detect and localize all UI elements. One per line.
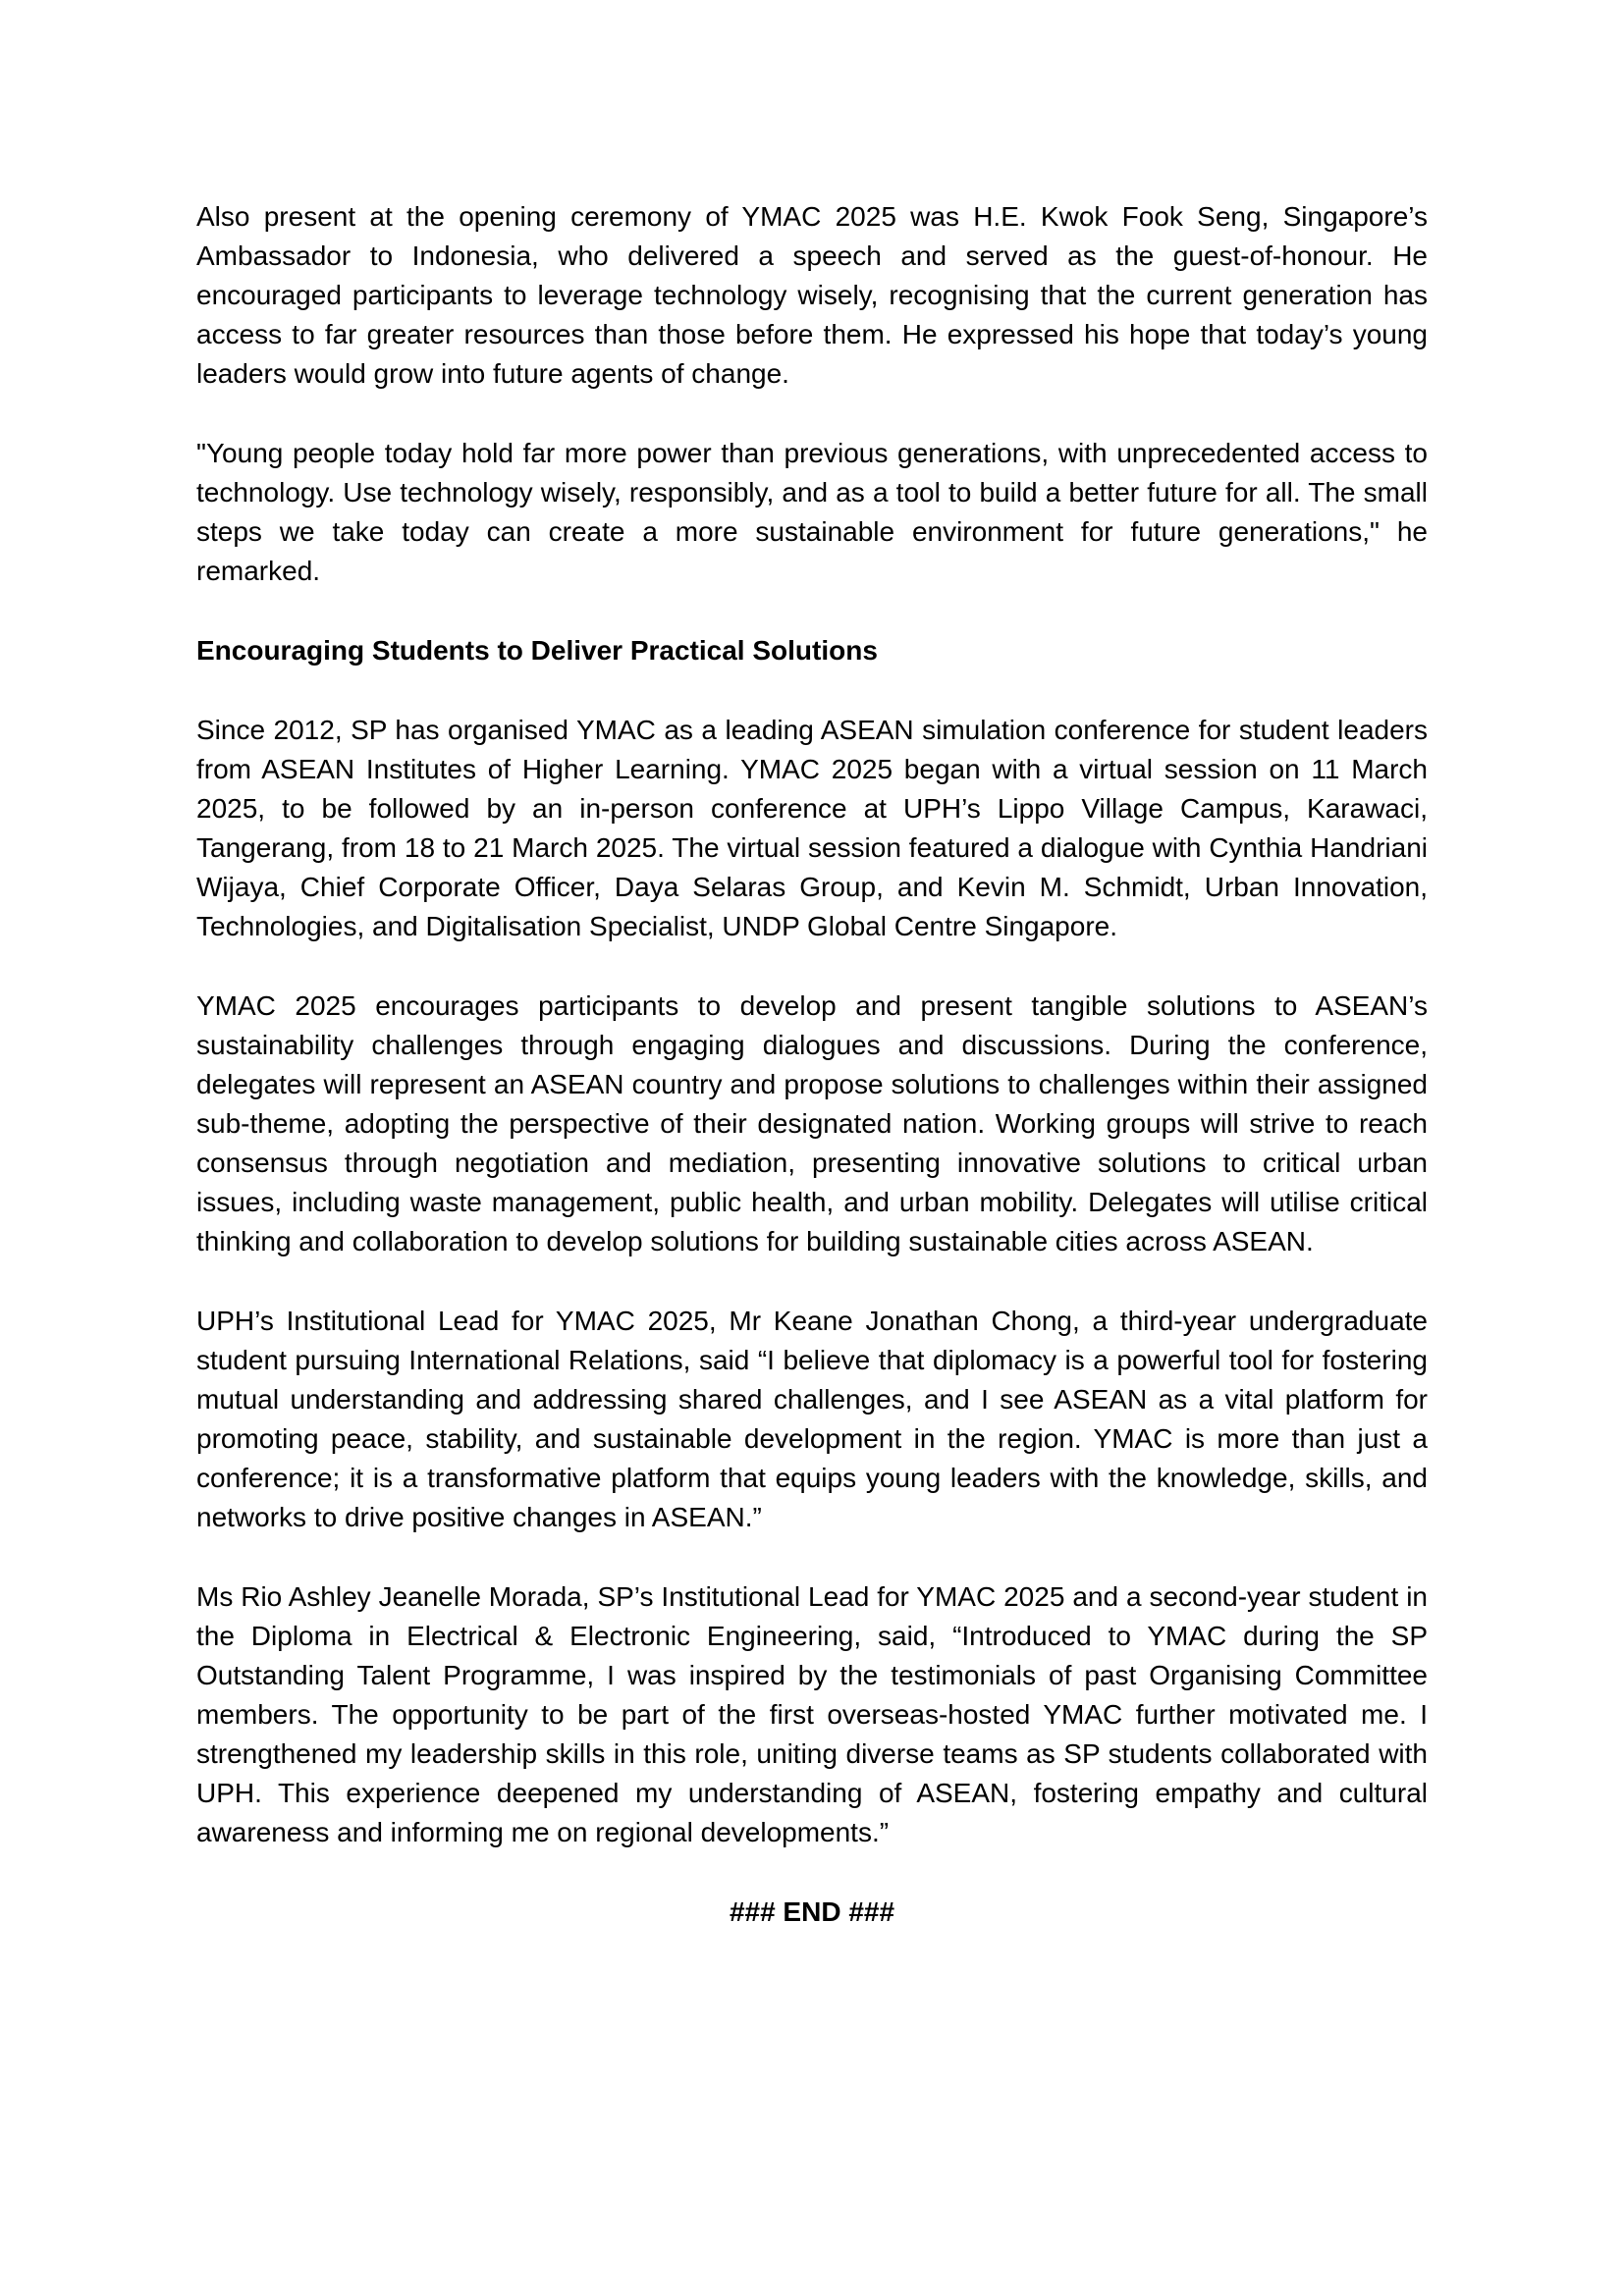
paragraph-sp-lead-quote: Ms Rio Ashley Jeanelle Morada, SP’s Institutional Lead for YMAC 2025 and a second-year student in the Diploma in Electrical & Electronic Engineering, said, “Introduced to YMAC during the SP Outstanding Talent Programme, I was inspired by the testimonials of past Organising Committee members. The opportunity to be part of the first overseas-hosted YMAC further motivated me. I strengthened my leadership skills in this role, uniting diverse teams as SP students collaborated with UPH. This experience deepened my understanding of ASEAN, fostering empathy and cultural awareness and informing me on regional developments.” [196,1581,1428,1847]
end-marker: ### END ### [729,1896,895,1927]
paragraph-ymac-encourages: YMAC 2025 encourages participants to develop and present tangible solutions to ASEAN’s sustainability challenges through engaging dialogues and discussions. During the conference, delegates will represent an ASEAN country and propose solutions to challenges within their assigned sub-theme, adopting the perspective of their designated nation. Working groups will strive to reach consensus through negotiation and mediation, presenting innovative solutions to critical urban issues, including waste management, public health, and urban mobility. Delegates will utilise critical thinking and collaboration to develop solutions for building sustainable cities across ASEAN. [196,990,1428,1256]
paragraph-quote-young-people: "Young people today hold far more power than previous generations, with unprecedented access to technology. Use technology wisely, responsibly, and as a tool to build a better future for all. The small steps we take today can create a more sustainable environment for future generations," he remarked. [196,438,1428,586]
section-heading-practical-solutions: Encouraging Students to Deliver Practical Solutions [196,635,878,666]
document-content [196,197,1428,1932]
paragraph-since-2012: Since 2012, SP has organised YMAC as a leading ASEAN simulation conference for student leaders from ASEAN Institutes of Higher Learning. YMAC 2025 began with a virtual session on 11 March 2025, to be followed by an in-person conference at UPH’s Lippo Village Campus, Karawaci, Tangerang, from 18 to 21 March 2025. The virtual session featured a dialogue with Cynthia Handriani Wijaya, Chief Corporate Officer, Daya Selaras Group, and Kevin M. Schmidt, Urban Innovation, Technologies, and Digitalisation Specialist, UNDP Global Centre Singapore. [196,715,1428,941]
paragraph-opening-ceremony: Also present at the opening ceremony of YMAC 2025 was H.E. Kwok Fook Seng, Singapore’s Ambassador to Indonesia, who delivered a speech and served as the guest-of-honour. He encouraged participants to leverage technology wisely, recognising that the current generation has access to far greater resources than those before them. He expressed his hope that today’s young leaders would grow into future agents of change. [196,201,1428,389]
paragraph-uph-lead-quote: UPH’s Institutional Lead for YMAC 2025, Mr Keane Jonathan Chong, a third-year undergraduate student pursuing International Relations, said “I believe that diplomacy is a powerful tool for fostering mutual understanding and addressing shared challenges, and I see ASEAN as a vital platform for promoting peace, stability, and sustainable development in the region. YMAC is more than just a conference; it is a transformative platform that equips young leaders with the knowledge, skills, and networks to drive positive changes in ASEAN.” [196,1306,1428,1532]
